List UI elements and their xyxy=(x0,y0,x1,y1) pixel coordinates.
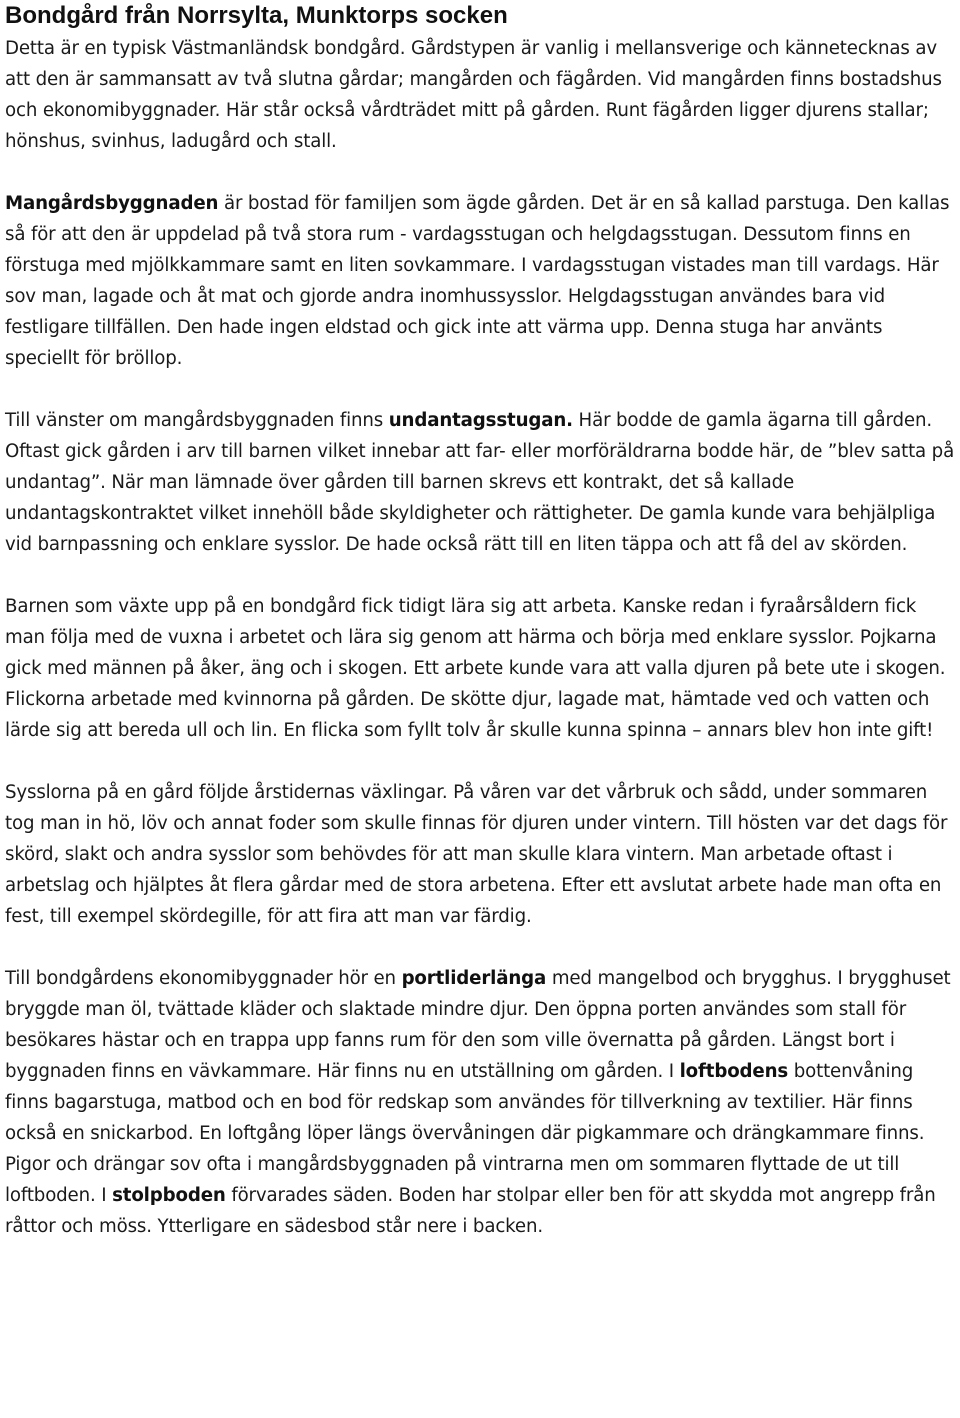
document-page xyxy=(5,0,958,1242)
paragraph-intro-text: Detta är en typisk Västmanländsk bondgård. Gårdstypen är vanlig i mellansverige och kännetecknas av att den är sammansatt av två slutna gårdar; mangården och fägården. Vid mangården finns bostadshus och ekonomibyggnader. Här står också vårdträdet mitt på gården. Runt fägården ligger djurens stallar; hönshus, svinhus, ladugård och stall. xyxy=(5,38,942,152)
paragraph-ekonomibyggnader-text-3: förvarades säden. Boden har stolpar eller ben för att skydda mot angrepp från råttor och möss. Ytterligare en sädesbod står nere i backen. xyxy=(5,1185,936,1237)
paragraph-barnen xyxy=(5,591,958,746)
paragraph-sysslorna-text: Sysslorna på en gård följde årstidernas växlingar. På våren var det vårbruk och sådd, under sommaren tog man in hö, löv och annat foder som skulle finnas för djuren under vintern. Till hösten var det dags för skörd, slakt och andra sysslor som behövdes för att man skulle klara vintern. Man arbetade oftast i arbetslag och hjälptes åt flera gårdar med de stora arbetena. Efter ett avslutat arbete hade man ofta en fest, till exempel skördegille, för att fira att man var färdig. xyxy=(5,782,948,927)
paragraph-intro xyxy=(5,33,958,157)
term-stolpboden: stolpboden xyxy=(112,1185,226,1206)
term-undantagsstugan: undantagsstugan. xyxy=(388,410,573,431)
paragraph-sysslorna xyxy=(5,777,958,932)
paragraph-barnen-text: Barnen som växte upp på en bondgård fick tidigt lära sig att arbeta. Kanske redan i fyraårsåldern fick man följa med de vuxna i arbetet och lära sig genom att härma och börja med enklare sysslor. Pojkarna gick med männen på åker, äng och i skogen. Ett arbete kunde vara att valla djuren på bete ute i skogen. Flickorna arbetade med kvinnorna på gården. De skötte djur, lagade mat, hämtade ved och vatten och lärde sig att bereda ull och lin. En flicka som fyllt tolv år skulle kunna spinna – annars blev hon inte gift! xyxy=(5,596,946,741)
page-title: Bondgård från Norrsylta, Munktorps socken xyxy=(5,2,508,29)
paragraph-ekonomibyggnader xyxy=(5,963,958,1242)
term-mangardsbyggnaden: Mangårdsbyggnaden xyxy=(5,193,219,214)
paragraph-ekonomibyggnader-text-2: bottenvåning finns bagarstuga, matbod och en bod för redskap som användes för tillverkning av textilier. Här finns också en snickarbod. En loftgång löper längs övervåningen där pigkammare och drängkammare finns. Pigor och drängar sov ofta i mangårdsbyggnaden på vintrarna men om sommaren flyttade de ut till loftboden. I xyxy=(5,1061,925,1206)
paragraph-mangardsbyggnaden-text: är bostad för familjen som ägde gården. Det är en så kallad parstuga. Den kallas så för att den är uppdelad på två stora rum - vardagsstugan och helgdagsstugan. Dessutom finns en förstuga med mjölkkammare samt en liten sovkammare. I vardagsstugan vistades man till vardags. Här sov man, lagade och åt mat och gjorde andra inomhussysslor. Helgdagsstugan användes bara vid festligare tillfällen. Den hade ingen eldstad och gick inte att värma upp. Denna stuga har använts speciellt för bröllop. xyxy=(5,193,950,369)
paragraph-ekonomibyggnader-text-1: med mangelbod och brygghus. I brygghuset bryggde man öl, tvättade kläder och slaktade mindre djur. Den öppna porten användes som stall för besökares hästar och en trappa upp fanns rum för den som ville övernatta på gården. Längst bort i byggnaden finns en vävkammare. Här finns nu en utställning om gården. I xyxy=(5,968,951,1082)
paragraph-mangardsbyggnaden xyxy=(5,188,958,374)
paragraph-undantagsstugan xyxy=(5,405,958,560)
paragraph-undantagsstugan-text: Här bodde de gamla ägarna till gården. Oftast gick gården i arv till barnen vilket innebar att far- eller morföräldrarna bodde här, de ”blev satta på undantag”. När man lämnade över gården till barnen skrevs ett kontrakt, det så kallade undantagskontraktet vilket innehöll både skyldigheter och rättigheter. De gamla kunde vara behjälpliga vid barnpassning och enklare sysslor. De hade också rätt till en liten täppa och att få del av skörden. xyxy=(5,410,955,555)
term-portliderlanga: portliderlänga xyxy=(401,968,547,989)
paragraph-ekonomibyggnader-intro: Till bondgårdens ekonomibyggnader hör en xyxy=(5,968,402,989)
term-loftbodens: loftbodens xyxy=(679,1061,789,1082)
paragraph-undantagsstugan-intro: Till vänster om mangårdsbyggnaden finns xyxy=(5,410,389,431)
